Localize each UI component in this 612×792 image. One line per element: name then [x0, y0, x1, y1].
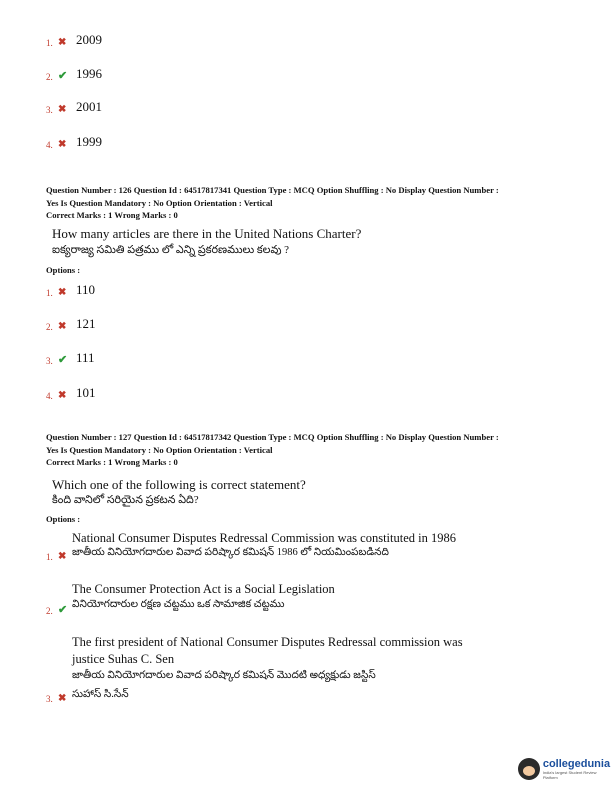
logo-name: collegedunia	[542, 758, 611, 770]
option-number: 4.	[46, 391, 53, 401]
meta-line-2: Yes Is Question Mandatory : No Option Orientation : Vertical	[46, 197, 273, 208]
option-text-en-line1: The first president of National Consumer Disputes Redressal commission was	[72, 635, 463, 649]
wrong-mark-icon: ✖	[58, 104, 67, 115]
q126-option-2	[46, 316, 96, 332]
option-text-te: వినియోగదారుల రక్షణ చట్టము ఒక సామాజిక చట్టము	[72, 599, 285, 610]
q126-option-3	[46, 350, 95, 366]
option-text-te: జాతీయ వినియోగదారుల వివాద పరిష్కార కమిషన్ 1986 లో నియమింపబడినది	[72, 547, 389, 558]
option-number: 2.	[46, 322, 53, 332]
option-text: 110	[76, 282, 96, 297]
question-meta	[46, 184, 499, 222]
option-text: 101	[76, 385, 96, 400]
option-number: 4.	[46, 140, 53, 150]
wrong-mark-icon: ✖	[58, 551, 67, 562]
question-text-te: ఐక్యరాజ్య సమితి పత్రము లో ఎన్ని ప్రకరణములు కలవు ?	[52, 244, 290, 256]
option-number: 2.	[46, 606, 53, 616]
q127-option-1-marker	[46, 551, 74, 562]
option-number: 2.	[46, 72, 53, 82]
options-label: Options :	[46, 265, 81, 275]
q127-option-3-marker	[46, 693, 74, 704]
option-text: 2001	[76, 99, 102, 114]
option-text-en: The Consumer Protection Act is a Social Legislation	[72, 582, 335, 596]
prev-option-1	[46, 32, 102, 48]
option-text-te-line2: సుహాస్ సి.సేన్	[72, 689, 129, 700]
option-number: 3.	[46, 356, 53, 366]
wrong-mark-icon: ✖	[58, 693, 67, 704]
prev-option-4	[46, 134, 102, 150]
mascot-icon	[518, 758, 540, 780]
option-number: 1.	[46, 288, 53, 298]
option-number: 3.	[46, 694, 53, 704]
q127-option-2-marker	[46, 603, 74, 616]
marks-line: Correct Marks : 1 Wrong Marks : 0	[46, 210, 178, 220]
wrong-mark-icon: ✖	[58, 37, 67, 48]
option-text: 121	[76, 316, 96, 331]
logo-tagline: India's largest Student Review Platform	[542, 770, 597, 780]
wrong-mark-icon: ✖	[58, 390, 67, 401]
q126-option-4	[46, 385, 96, 401]
option-text: 111	[76, 350, 95, 365]
correct-mark-icon: ✔	[58, 354, 68, 366]
question-meta	[46, 431, 499, 469]
correct-mark-icon: ✔	[58, 70, 68, 82]
option-text: 1999	[76, 134, 102, 149]
prev-option-3	[46, 99, 102, 115]
option-number: 1.	[46, 38, 53, 48]
marks-line: Correct Marks : 1 Wrong Marks : 0	[46, 457, 178, 467]
option-text-te-line1: జాతీయ వినియోగదారుల వివాద పరిష్కార కమిషన్ మొదటి అధ్యక్షుడు జస్టిస్	[72, 670, 376, 681]
wrong-mark-icon: ✖	[58, 287, 67, 298]
wrong-mark-icon: ✖	[58, 321, 67, 332]
option-text: 2009	[76, 32, 102, 47]
wrong-mark-icon: ✖	[58, 139, 67, 150]
option-text-en-line2: justice Suhas C. Sen	[72, 652, 175, 666]
prev-option-2	[46, 66, 102, 82]
question-text-en: Which one of the following is correct statement?	[52, 477, 306, 492]
option-number: 1.	[46, 552, 53, 562]
question-text-en: How many articles are there in the United Nations Charter?	[52, 226, 362, 241]
meta-line-1: Question Number : 127 Question Id : 64517817342 Question Type : MCQ Option Shuffling : No Display Question Number :	[46, 432, 499, 442]
meta-line-2: Yes Is Question Mandatory : No Option Orientation : Vertical	[46, 444, 273, 455]
option-number: 3.	[46, 105, 53, 115]
q126-option-1	[46, 282, 95, 298]
question-text-te: కింది వానిలో సరియైన ప్రకటన ఏది?	[52, 494, 199, 506]
options-label: Options :	[46, 514, 81, 524]
meta-line-1: Question Number : 126 Question Id : 64517817341 Question Type : MCQ Option Shuffling : No Display Question Number :	[46, 185, 499, 195]
option-text: 1996	[76, 66, 102, 81]
option-text-en: National Consumer Disputes Redressal Commission was constituted in 1986	[72, 531, 456, 545]
logo-text	[543, 758, 612, 780]
correct-mark-icon: ✔	[58, 604, 68, 616]
collegedunia-logo	[518, 758, 612, 780]
